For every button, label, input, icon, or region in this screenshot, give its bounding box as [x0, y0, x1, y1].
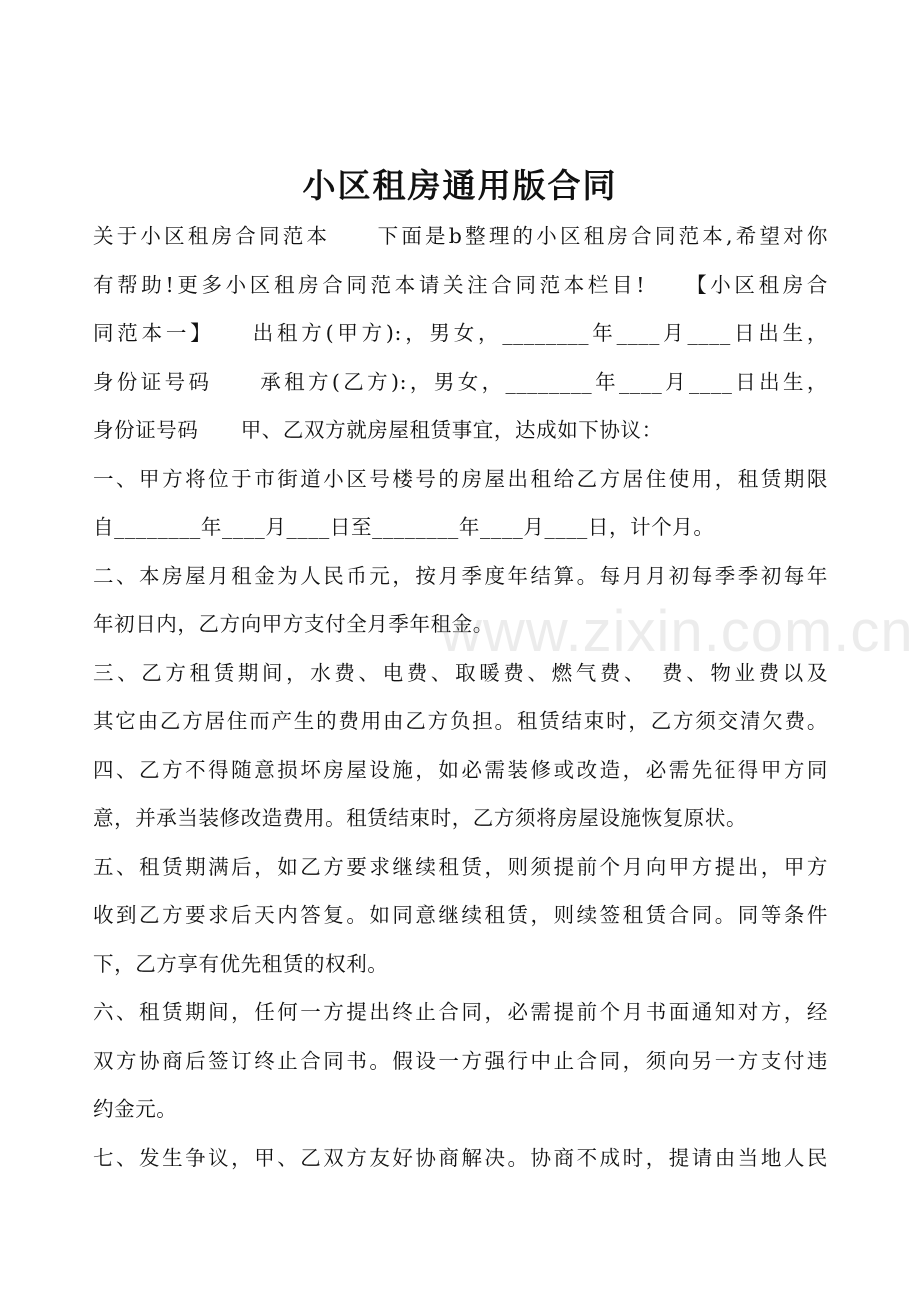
clause-7-line: 七、发生争议，甲、乙双方友好协商解决。协商不成时，提请由当地人民 [93, 1145, 828, 1170]
body-line: 同范本一】 出租方(甲方):，男女，________年____月____日出生， [93, 321, 828, 345]
clause-5-line: 下，乙方享有优先租赁的权利。 [93, 951, 389, 976]
clause-2-line: 二、本房屋月租金为人民币元，按月季度年结算。每月月初每季季初每年 [93, 563, 828, 588]
clause-6-line: 双方协商后签订终止合同书。假设一方强行中止合同，须向另一方支付违 [93, 1048, 828, 1073]
clause-2-line: 年初日内，乙方向甲方支付全月季年租金。 [93, 612, 494, 636]
clause-1-line: 自________年____月____日至________年____月____日，计个月。 [93, 515, 715, 539]
document-body [93, 212, 828, 1182]
clause-4-line: 意，并承当装修改造费用。租赁结束时，乙方须将房屋设施恢复原状。 [93, 806, 748, 830]
body-line: 有帮助!更多小区租房合同范本请关注合同范本栏目! 【小区租房合 [93, 272, 828, 297]
watermark: www.zixin.com.cn [440, 599, 914, 664]
clause-5-line: 收到乙方要求后天内答复。如同意继续租赁，则续签租赁合同。同等条件 [93, 903, 828, 927]
document-title: 小区租房通用版合同 [302, 166, 618, 205]
clause-6-line: 六、租赁期间，任何一方提出终止合同，必需提前个月书面通知对方，经 [93, 1000, 828, 1024]
clause-6-line: 约金元。 [93, 1097, 178, 1121]
clause-3-line: 三、乙方租赁期间，水费、电费、取暖费、燃气费、 费、物业费以及 [93, 660, 828, 685]
clause-5-line: 五、租赁期满后，如乙方要求继续租赁，则须提前个月向甲方提出，甲方 [93, 854, 828, 879]
body-line: 关于小区租房合同范本 下面是b整理的小区租房合同范本,希望对你 [93, 224, 828, 248]
clause-3-line: 其它由乙方居住而产生的费用由乙方负担。租赁结束时，乙方须交清欠费。 [93, 709, 828, 733]
clause-4-line: 四、乙方不得随意损坏房屋设施，如必需装修或改造，必需先征得甲方同 [93, 757, 828, 782]
body-line: 身份证号码 甲、乙双方就房屋租赁事宜，达成如下协议： [93, 418, 663, 442]
clause-1-line: 一、甲方将位于市街道小区号楼号的房屋出租给乙方居住使用，租赁期限 [93, 466, 828, 491]
body-line: 身份证号码 承租方(乙方):，男女，________年____月____日出生， [93, 369, 828, 394]
